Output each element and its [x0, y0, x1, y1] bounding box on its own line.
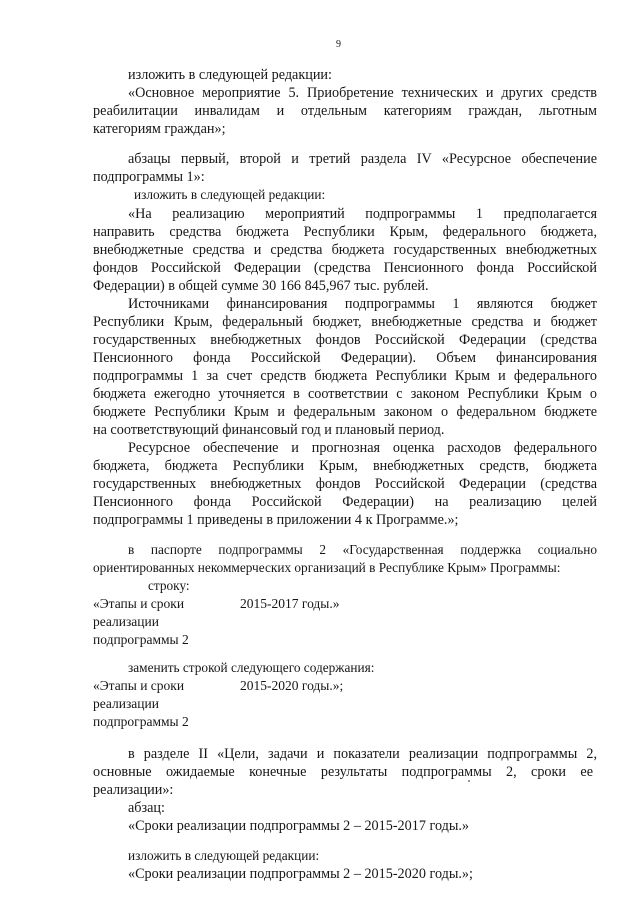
text-line: бюджета, бюджета Республики Крым, внебюджетных средств, бюджета — [93, 458, 597, 474]
text-line: бюджете Республики Крым и федеральным законом о федеральном бюджете — [93, 404, 597, 420]
text-line: «Сроки реализации подпрограммы 2 – 2015-2020 годы.»; — [128, 866, 473, 882]
text-line: в паспорте подпрограммы 2 «Государственная поддержка социально — [128, 542, 597, 557]
text-line: абзацы первый, второй и третий раздела IV «Ресурсное обеспечение — [128, 151, 597, 167]
text-line: государственных внебюджетных фондов Российской Федерации (средства — [93, 332, 597, 348]
text-line: Федерации) в общей сумме 30 166 845,967 тыс. рублей. — [93, 278, 429, 294]
text-line: заменить строкой следующего содержания: — [128, 660, 375, 675]
text-line: реабилитации инвалидам и отдельным категориям граждан, льготным — [93, 103, 597, 119]
text-line: изложить в следующей редакции: — [128, 67, 332, 83]
text-line: изложить в следующей редакции: — [134, 187, 326, 202]
text-line: в разделе II «Цели, задачи и показатели реализации подпрограммы 2, — [128, 746, 597, 762]
text-line: категориям граждан»; — [93, 121, 226, 137]
text-line: подпрограммы 1 приведены в приложении 4 к Программе.»; — [93, 512, 459, 528]
text-line: государственных внебюджетных фондов Российской Федерации (средства — [93, 476, 597, 492]
text-line: Ресурсное обеспечение и прогнозная оценка расходов федерального — [128, 440, 597, 456]
passport-row-label: подпрограммы 2 — [93, 632, 189, 647]
text-line: подпрограммы 1»: — [93, 169, 205, 185]
passport-row-value: 2015-2020 годы.»; — [240, 678, 344, 693]
passport-row-label: «Этапы и сроки — [93, 678, 185, 693]
text-line: «Основное мероприятие 5. Приобретение технических и других средств — [128, 85, 597, 101]
text-line: Пенсионного фонда Российской Федерации) на реализацию целей — [93, 494, 597, 510]
text-line: абзац: — [128, 800, 165, 816]
text-line: Пенсионного фонда Российской Федерации). Объем финансирования — [93, 350, 597, 366]
text-line: реализации»: — [93, 782, 174, 798]
text-line: внебюджетные средства и средства бюджета государственных внебюджетных — [93, 242, 597, 258]
text-line: Республики Крым, федеральный бюджет, внебюджетные средства и бюджет — [93, 314, 597, 330]
text-line: направить средства бюджета Республики Крым, федерального бюджета, — [93, 224, 597, 240]
passport-row-label: «Этапы и сроки — [93, 596, 185, 611]
passport-row-value: 2015-2017 годы.» — [240, 596, 340, 611]
scan-speck — [468, 780, 470, 782]
text-line: Источниками финансирования подпрограммы 1 являются бюджет — [128, 296, 597, 312]
text-line: подпрограммы 1 за счет средств бюджета Республики Крым и федерального — [93, 368, 597, 384]
text-line: изложить в следующей редакции: — [128, 848, 320, 863]
text-line: «Сроки реализации подпрограммы 2 – 2015-2017 годы.» — [128, 818, 470, 834]
text-line: «На реализацию мероприятий подпрограммы 1 предполагается — [128, 206, 597, 222]
passport-row-label: подпрограммы 2 — [93, 714, 189, 729]
text-line: основные ожидаемые конечные результаты подпрограммы 2, сроки ее — [93, 764, 593, 780]
text-line: бюджета ежегодно уточняется в соответствии с законом Республики Крым о — [93, 386, 597, 402]
passport-row-label: реализации — [93, 696, 159, 711]
text-line: на соответствующий финансовый год и плановый период. — [93, 422, 445, 438]
passport-row-label: реализации — [93, 614, 159, 629]
text-line: строку: — [148, 578, 190, 593]
text-line: фондов Российской Федерации (средства Пенсионного фонда Российской — [93, 260, 597, 276]
page-number: 9 — [336, 39, 341, 50]
text-line: ориентированных некоммерческих организаций в Республике Крым» Программы: — [93, 560, 561, 575]
